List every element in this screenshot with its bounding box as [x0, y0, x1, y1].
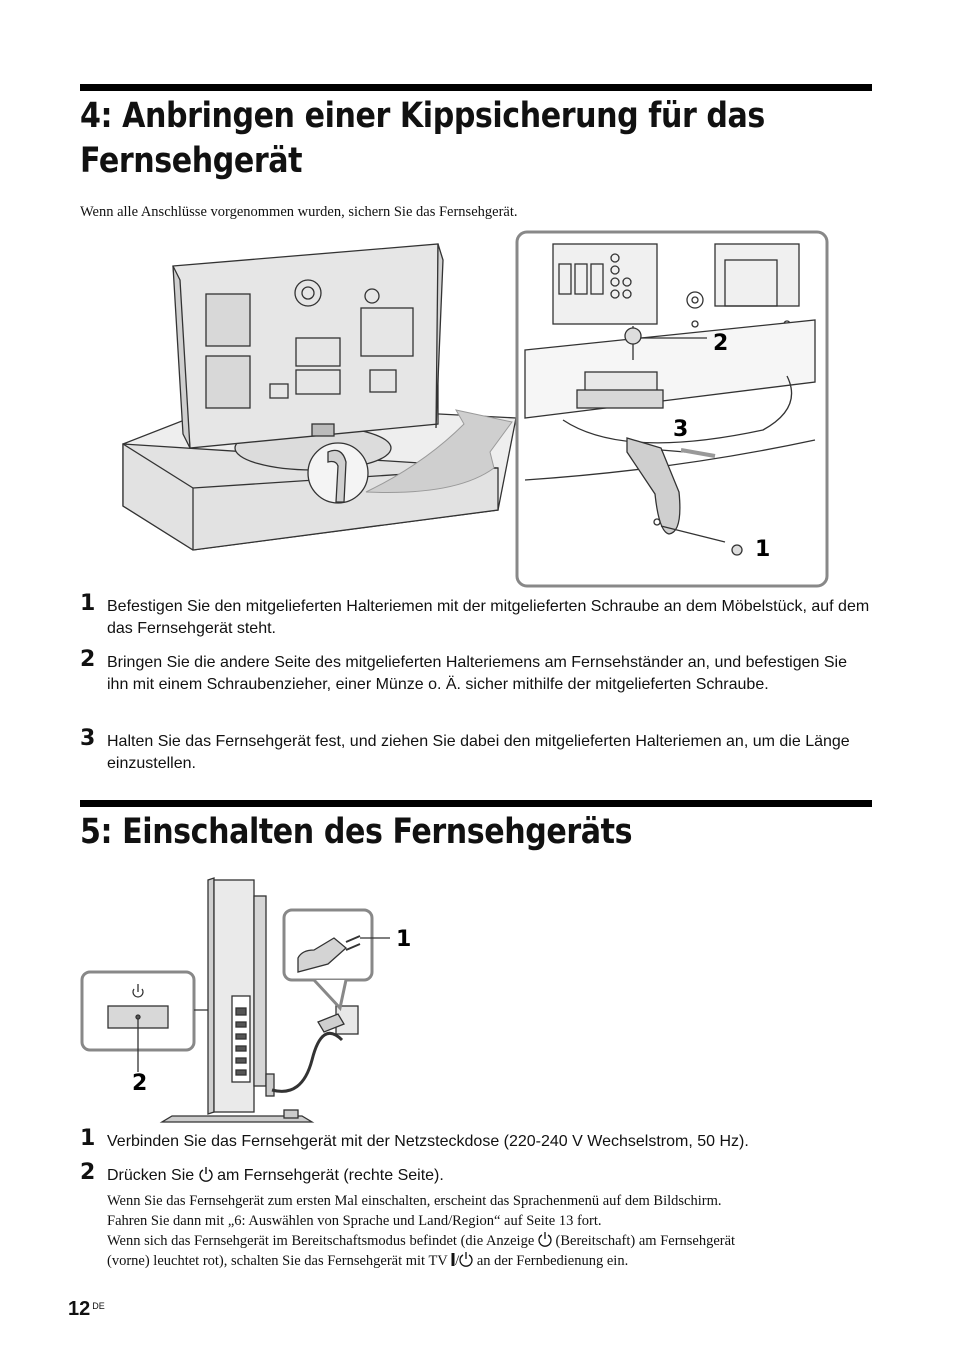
- callout-3: 3: [673, 417, 689, 442]
- page-language: DE: [92, 1301, 105, 1311]
- standby-icon: [459, 1251, 473, 1267]
- callout-2: 2: [713, 331, 729, 356]
- section4-step-1: [80, 591, 872, 640]
- note-text: an der Fernbedienung ein.: [476, 1253, 629, 1269]
- note-text: Wenn sich das Fernsehgerät im Bereitschaftsmodus befindet (die Anzeige: [107, 1233, 535, 1249]
- step-number: 3: [80, 726, 96, 751]
- power-icon: [199, 1166, 213, 1182]
- note-line-4: [107, 1251, 872, 1271]
- step-text-after: am Fernsehgerät (rechte Seite).: [217, 1167, 444, 1184]
- section5-step-2: [80, 1160, 872, 1271]
- section-rule-top: [80, 84, 872, 91]
- section4-step-2: [80, 647, 872, 696]
- power-connection-illustration: [78, 876, 418, 1126]
- note-line-3: [107, 1231, 872, 1251]
- step-text: Befestigen Sie den mitgelieferten Halteriemen mit der mitgelieferten Schraube an dem Möbelstück, auf dem das Fernsehgerät steht.: [107, 598, 870, 637]
- section4-title-line1: 4: Anbringen einer Kippsicherung für das: [80, 96, 765, 136]
- note-text: (Bereitschaft) am Fernsehgerät: [555, 1233, 736, 1249]
- step-text-before: Drücken Sie: [107, 1167, 195, 1184]
- section4-step-3: [80, 726, 872, 775]
- step-text: Halten Sie das Fernsehgerät fest, und ziehen Sie dabei den mitgelieferten Halteriemen an, um die Länge einzustellen.: [107, 733, 850, 772]
- step-text: Bringen Sie die andere Seite des mitgelieferten Halteriemens am Fernsehständer an, und befestigen Sie ihn mit einem Schraubenzieher, einer Münze o. Ä. sicher mithilfe der mitgelieferten Schraube.: [107, 654, 847, 693]
- step-text: [107, 1165, 872, 1187]
- step-number: 2: [80, 647, 96, 672]
- step-number: 1: [80, 591, 96, 616]
- note-line-1: Wenn Sie das Fernsehgerät zum ersten Mal einschalten, erscheint das Sprachenmenü auf dem Bildschirm.: [107, 1193, 722, 1209]
- note-text: (vorne) leuchtet rot), schalten Sie das Fernsehgerät mit TV: [107, 1253, 448, 1269]
- section5-rule: [80, 800, 872, 807]
- section5-step-1: [80, 1126, 872, 1153]
- step-number: 2: [80, 1160, 96, 1185]
- tv-on-furniture-illustration: [118, 238, 518, 560]
- callout-1: 1: [396, 927, 412, 952]
- section5-title: 5: Einschalten des Fernsehgeräts: [80, 812, 633, 852]
- standby-icon: [538, 1231, 552, 1247]
- section4-title-line2: Fernsehgerät: [80, 141, 303, 181]
- step-text: Verbinden Sie das Fernsehgerät mit der Netzsteckdose (220-240 V Wechselstrom, 50 Hz).: [107, 1133, 749, 1150]
- section4-intro: Wenn alle Anschlüsse vorgenommen wurden, sichern Sie das Fernsehgerät.: [80, 204, 518, 220]
- note-line-2: Fahren Sie dann mit „6: Auswählen von Sprache und Land/Region“ auf Seite 13 fort.: [107, 1213, 602, 1229]
- callout-2: 2: [132, 1071, 148, 1096]
- page-number-value: 12: [68, 1298, 91, 1320]
- note-separator: /: [455, 1253, 460, 1269]
- step-note: [107, 1191, 872, 1271]
- page-number: [68, 1298, 105, 1321]
- callout-1: 1: [755, 537, 771, 562]
- strap-detail-illustration: [515, 230, 831, 590]
- step-number: 1: [80, 1126, 96, 1151]
